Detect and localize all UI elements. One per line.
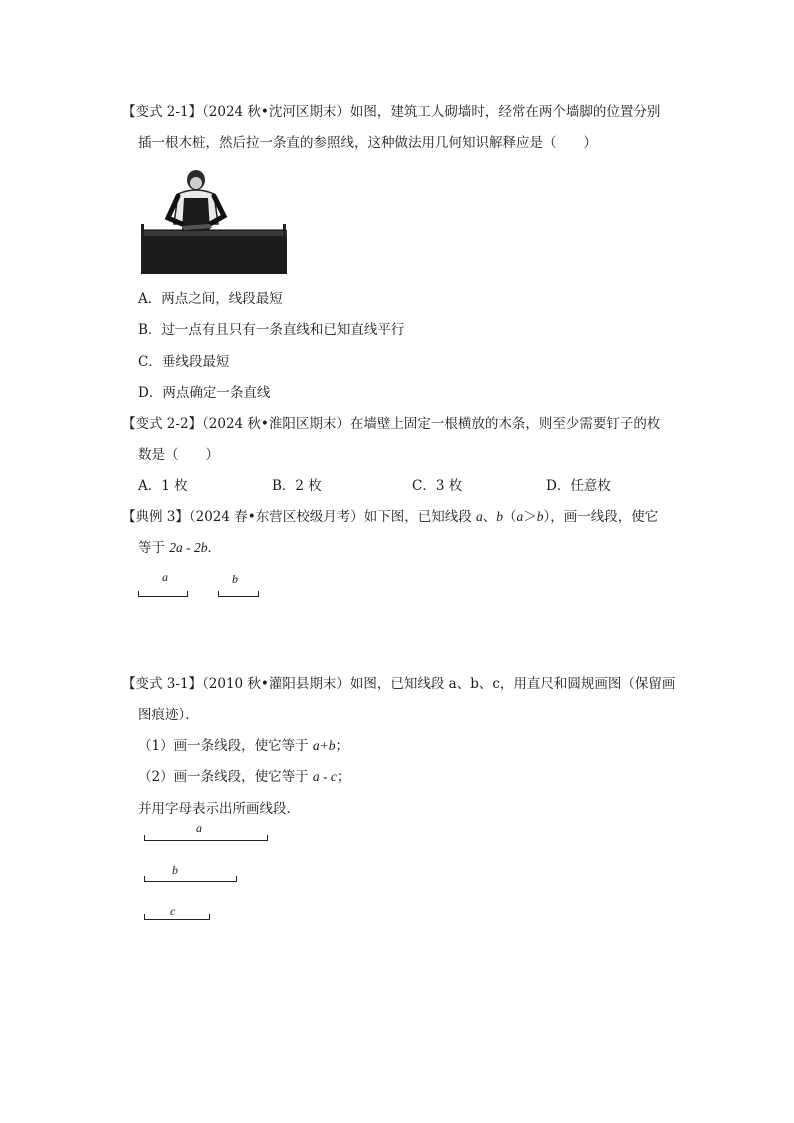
- q31-sub2-post: ；: [336, 769, 351, 785]
- q21-option-a: A．两点之间，线段最短: [138, 291, 283, 307]
- q22-option-a: A．1 枚: [138, 478, 188, 494]
- q31-sub1-pre: （1）画一条线段，使它等于: [138, 738, 313, 754]
- q31-instruction: 并用字母表示出所画线段．: [138, 801, 300, 817]
- ex3-stem-line2: [138, 538, 221, 558]
- q31-sub2-pre: （2）画一条线段，使它等于: [138, 769, 313, 785]
- q31-seg-a-label: a: [196, 821, 202, 835]
- q31-seg-b-label: b: [172, 863, 178, 877]
- ex3-stem-pre: 【典例 3】（2024 春•东营区校级月考）如下图，已知线段: [122, 509, 477, 525]
- ex3-gt: ＞: [523, 509, 537, 525]
- ex3-var-b: b: [496, 509, 504, 524]
- q31-segment-a: [144, 835, 268, 841]
- q21-option-d: D．两点确定一条直线: [138, 385, 271, 401]
- ex3-var-a2: a: [516, 509, 524, 524]
- q22-option-c: C．3 枚: [412, 478, 463, 494]
- q22-stem-line1: 【变式 2-2】（2024 秋•淮阳区期末）在墙壁上固定一根横放的木条，则至少需要钉子的枚: [122, 416, 661, 432]
- q31-sub1-post: ；: [335, 738, 350, 754]
- ex3-seg-b-label: b: [232, 572, 238, 586]
- ex3-expr: 2a - 2b: [169, 540, 208, 555]
- ex3-paren: （: [503, 509, 517, 525]
- ex3-var-a: a: [476, 509, 483, 524]
- q31-sub1-expr: a+b: [312, 738, 336, 753]
- q31-stem-line1: 【变式 3-1】（2010 秋•灌阳县期末）如图，已知线段 a、b、c，用直尺和圆规画图（保留画: [122, 676, 676, 692]
- ex3-line2-pre: 等于: [138, 540, 170, 556]
- ex3-seg-a-label: a: [162, 570, 168, 584]
- q21-stem-line1: 【变式 2-1】（2024 秋•沈河区期末）如图，建筑工人砌墙时，经常在两个墙脚的位置分别: [122, 104, 661, 120]
- q22-option-d: D．任意枚: [546, 478, 611, 494]
- q21-option-c: C．垂线段最短: [138, 354, 230, 370]
- ex3-stem-line1: [122, 507, 658, 527]
- q31-sub2-expr: a - c: [312, 769, 337, 784]
- q22-option-b: B．2 枚: [272, 478, 322, 494]
- bricklayer-figure: [138, 168, 290, 274]
- ex3-stem-post: ），画一线段，使它: [543, 509, 659, 525]
- q21-option-b: B．过一点有且只有一条直线和已知直线平行: [138, 322, 405, 338]
- ex3-var-b2: b: [536, 509, 544, 524]
- ex3-sep: 、: [482, 509, 497, 525]
- q31-sub1: [138, 736, 349, 756]
- ex3-segment-a: [138, 591, 188, 597]
- q21-stem-line2: 插一根木桩，然后拉一条直的参照线，这种做法用几何知识解释应是（ ）: [138, 135, 597, 151]
- ex3-segment-b: [218, 591, 259, 597]
- ex3-line2-post: ．: [207, 540, 222, 556]
- q31-seg-c-label: c: [170, 904, 176, 918]
- q31-stem-line2: 图痕迹）．: [138, 707, 199, 723]
- q31-segment-c: [144, 914, 210, 920]
- q31-sub2: [138, 767, 350, 787]
- q31-segment-b: [144, 876, 237, 882]
- q22-stem-line2: 数是（ ）: [138, 447, 219, 463]
